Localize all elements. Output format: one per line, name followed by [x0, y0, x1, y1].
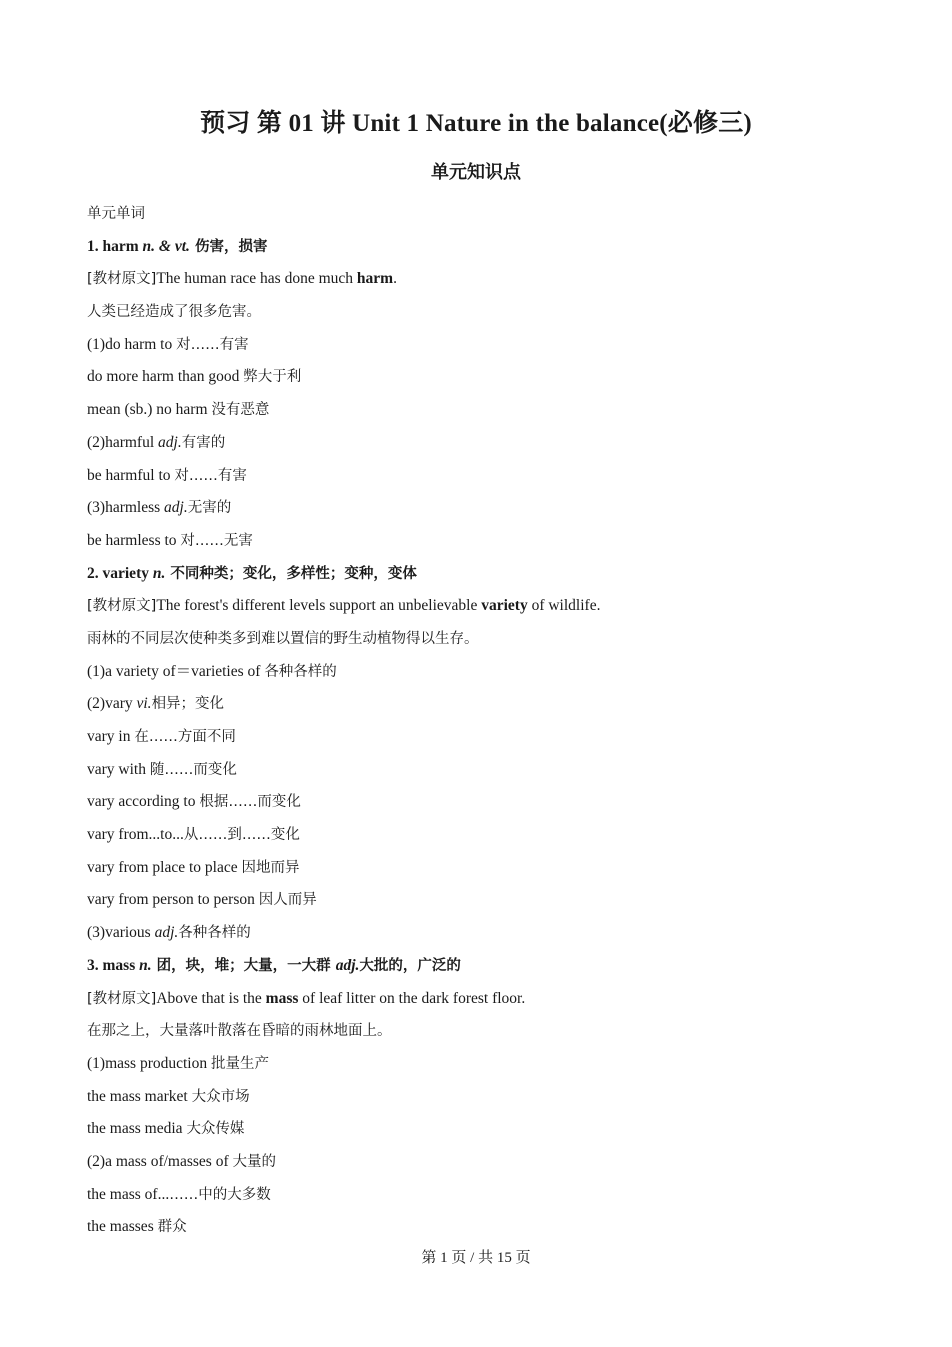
- phrase-pos: vi.: [136, 695, 152, 713]
- translation: 在那之上，大量落叶散落在昏暗的雨林地面上。: [87, 1023, 392, 1040]
- phrase-en: (3)harmless: [87, 499, 165, 517]
- phrase-cn: 大众市场: [191, 1088, 250, 1105]
- entry-meaning: 不同种类；变化，多样性；变种，变体: [165, 565, 417, 582]
- entry-pos: n. & vt.: [142, 237, 190, 255]
- phrase-en: (2)harmful: [87, 433, 159, 451]
- phrase-line: [87, 432, 887, 465]
- phrase-en: vary from place to place: [87, 858, 242, 876]
- phrase-line: [87, 759, 887, 792]
- phrase-cn: 弊大于利: [243, 369, 302, 386]
- source-tag: [教材原文]: [87, 598, 157, 615]
- phrase-line: [87, 791, 887, 824]
- phrase-cn: 对……有害: [176, 336, 249, 353]
- phrase-cn: 从……到……变化: [183, 827, 300, 844]
- phrase-pos: adj.: [164, 499, 188, 517]
- phrase-en: be harmful to: [87, 466, 175, 484]
- phrase-line: [87, 497, 887, 530]
- phrase-line: [87, 399, 887, 432]
- phrase-line: [87, 1053, 887, 1086]
- phrase-cn: 各种各样的: [178, 925, 251, 942]
- entry-heading: [87, 563, 887, 596]
- phrase-line: [87, 857, 887, 890]
- source-sentence: [87, 268, 887, 301]
- entry-pos-second: adj.: [335, 956, 360, 974]
- phrase-en: mean (sb.) no harm: [87, 401, 212, 419]
- phrase-cn: 因人而异: [258, 892, 317, 909]
- phrase-cn: ……中的大多数: [169, 1186, 271, 1203]
- phrase-cn: 相异；变化: [151, 696, 225, 713]
- phrase-cn: 在……方面不同: [134, 729, 236, 745]
- phrase-en: (3)various: [87, 924, 155, 942]
- source-keyword: variety: [481, 597, 528, 615]
- phrase-en: (1)mass production: [87, 1054, 211, 1072]
- phrase-line: [87, 1086, 887, 1119]
- phrase-line: [87, 366, 887, 399]
- entry-meaning-second: 大批的，广泛的: [359, 957, 461, 974]
- source-text-end: of leaf litter on the dark forest floor.: [298, 989, 526, 1007]
- phrase-line: [87, 922, 887, 955]
- entry-pos: n.: [139, 956, 152, 974]
- source-sentence: [87, 595, 887, 628]
- source-text-end: .: [393, 270, 397, 288]
- phrase-en: the mass media: [87, 1120, 187, 1138]
- phrase-cn: 群众: [157, 1219, 187, 1236]
- document-body: [87, 203, 887, 1249]
- phrase-cn: 各种各样的: [264, 663, 337, 680]
- phrase-pos: adj.: [154, 924, 179, 942]
- phrase-en: (1)a variety of＝varieties of: [87, 662, 265, 680]
- phrase-en: be harmless to: [87, 531, 181, 549]
- phrase-cn: 没有恶意: [211, 402, 270, 419]
- phrase-line: [87, 1151, 887, 1184]
- phrase-en: vary from...to...: [87, 826, 184, 844]
- phrase-line: [87, 889, 887, 922]
- source-tag: [教材原文]: [87, 271, 157, 288]
- source-text-end: of wildlife.: [527, 597, 601, 615]
- phrase-line: [87, 465, 887, 498]
- phrase-cn: 批量生产: [210, 1055, 269, 1072]
- translation: 雨林的不同层次使种类多到难以置信的野生动植物得以生存。: [87, 630, 479, 647]
- source-text: Above that is the: [156, 989, 266, 1007]
- phrase-line: [87, 661, 887, 694]
- entry-word: 3. mass: [87, 956, 140, 974]
- phrase-en: the mass market: [87, 1087, 192, 1105]
- phrase-cn: 有害的: [181, 434, 226, 451]
- phrase-cn: 因地而异: [241, 859, 300, 876]
- phrase-cn: 大众传媒: [186, 1121, 245, 1138]
- page-title: 预习 第 01 讲 Unit 1 Nature in the balance(必修三): [200, 110, 752, 137]
- phrase-en: the mass of...: [87, 1185, 170, 1203]
- entry-pos: n.: [152, 564, 166, 582]
- phrase-line: [87, 824, 887, 857]
- phrase-line: [87, 334, 887, 367]
- phrase-en: (2)a mass of/masses of: [87, 1152, 233, 1170]
- source-tag: [教材原文]: [87, 990, 157, 1007]
- entry-word: 1. harm: [87, 237, 143, 255]
- phrase-pos: adj.: [158, 433, 182, 451]
- entry-heading: [87, 236, 887, 269]
- phrase-cn: 无害的: [187, 500, 232, 517]
- entry-heading: [87, 955, 887, 988]
- phrase-en: vary in: [87, 728, 135, 745]
- translation: 人类已经造成了很多危害。: [87, 304, 261, 321]
- phrase-cn: 根据……而变化: [199, 794, 301, 811]
- source-keyword: mass: [265, 989, 299, 1007]
- phrase-en: vary with: [87, 760, 150, 778]
- phrase-line: [87, 1184, 887, 1217]
- source-text: The forest's different levels support an unbelievable: [156, 597, 482, 615]
- source-sentence: [87, 988, 887, 1021]
- phrase-line: [87, 726, 887, 759]
- section-label: 单元单词: [87, 206, 145, 222]
- phrase-line: [87, 1118, 887, 1151]
- phrase-cn: 对……有害: [174, 467, 247, 484]
- phrase-en: (1)do harm to: [87, 335, 177, 353]
- phrase-line: [87, 530, 887, 563]
- entry-word: 2. variety: [87, 564, 153, 582]
- phrase-en: the masses: [87, 1218, 158, 1236]
- entry-meaning: 团，块，堆；大量，一大群: [151, 957, 336, 974]
- phrase-cn: 对……无害: [180, 532, 253, 549]
- source-text: The human race has done much: [156, 270, 357, 288]
- phrase-en: vary according to: [87, 793, 200, 811]
- phrase-en: vary from person to person: [87, 891, 259, 909]
- source-keyword: harm: [356, 270, 394, 288]
- page-subtitle: 单元知识点: [431, 162, 521, 183]
- phrase-en: (2)vary: [87, 695, 137, 713]
- phrase-line: [87, 1216, 887, 1249]
- phrase-cn: 大量的: [232, 1153, 276, 1170]
- phrase-cn: 随……而变化: [149, 761, 237, 778]
- entry-meaning: 伤害，损害: [189, 238, 268, 255]
- phrase-en: do more harm than good: [87, 368, 244, 386]
- page-footer: 第 1 页 / 共 15 页: [421, 1250, 531, 1266]
- phrase-line: [87, 693, 887, 726]
